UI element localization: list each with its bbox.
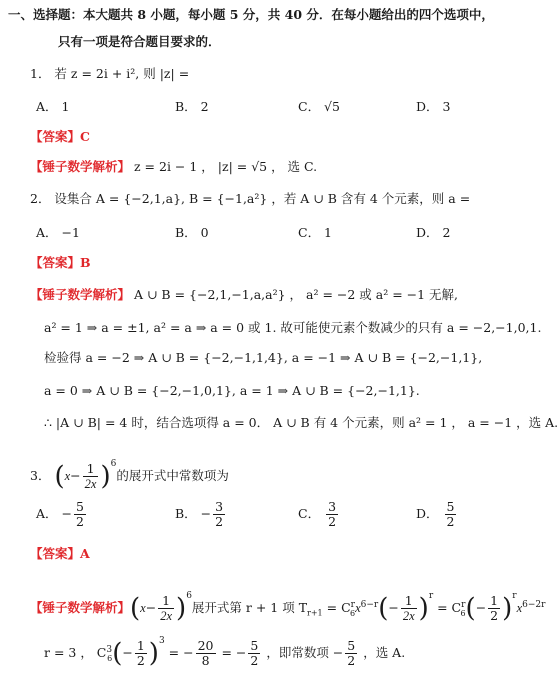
q2-option-c: C． 1	[298, 225, 332, 240]
q2-option-d: D． 2	[416, 225, 451, 240]
q1-analysis-label: 【锤子数学解析】	[30, 159, 131, 174]
section-heading-line2: 只有一项是符合题目要求的．	[58, 34, 221, 49]
q2-answer: 【答案】B	[30, 255, 91, 270]
q3-stem-tail: 的展开式中常数项为	[116, 468, 229, 483]
q2-analysis-line2: 检验得 a = −2 ⇒ A ∪ B = {−2,−1,1,4}, a = −1 ⇒ A ∪ B = {−2,−1,1},	[44, 350, 483, 365]
q2-analysis-line4: ∴ |A ∪ B| = 4 时，结合选项得 a = 0． A ∪ B 有 4 个元素，则 a² = 1 ， a = −1 ，选 A.	[44, 415, 558, 430]
q3-exponent: 6	[110, 459, 117, 469]
q3-stem	[30, 446, 229, 492]
q3-fraction: $\frac{1}{2x}$	[84, 461, 97, 491]
q1-option-d: D． 3	[416, 99, 451, 114]
q1-stem: 1． 若 z = 2i + i², 则 |z| =	[30, 66, 190, 81]
q2-option-b: B． 0	[175, 225, 209, 240]
q2-analysis-line1: a² = 1 ⇒ a = ±1, a² = a ⇒ a = 0 或 1. 故可能使元素个数减少的只有 a = −2,−1,0,1.	[44, 320, 542, 335]
q3-analysis-label: 【锤子数学解析】	[30, 600, 131, 615]
q3-analysis-mid: 展开式第 r + 1 项 T	[191, 600, 308, 615]
q2-analysis	[30, 286, 458, 304]
q1-option-b: B． 2	[175, 99, 209, 114]
q1-answer: 【答案】C	[30, 129, 90, 144]
q3-option-a: A． − $\frac{5}{2}$	[36, 499, 84, 529]
q3-answer: 【答案】A	[30, 546, 90, 561]
q1-option-a: A． 1	[36, 99, 70, 114]
q2-option-a: A． −1	[36, 225, 80, 240]
q1-analysis	[30, 158, 317, 176]
q1-analysis-text: z = 2i − 1 ， |z| = √5 ， 选 C.	[130, 159, 318, 174]
q2-analysis-label: 【锤子数学解析】	[30, 287, 131, 302]
q3-analysis: 【锤子数学解析】(x− $\frac{1}{2x}$ )$^6$展开式第 r + 1 项 $T_{r+1} = C^r_6x^{6-r}(-$ $\frac{1}{2x}$ )$^r = C^r_6(-$ $\frac{1}{2}$ )$^rx^{6-2r}$	[30, 591, 546, 624]
q3-paren-close: )	[100, 461, 111, 492]
q1-option-c: C． √5	[298, 99, 340, 114]
q2-analysis-text: A ∪ B = {−2,1,−1,a,a²} ， a² = −2 或 a² = −1 无解,	[130, 287, 459, 302]
q3-minus: −	[70, 468, 81, 483]
q3-option-b: B． − $\frac{3}{2}$	[175, 499, 224, 529]
q3-x: x	[64, 469, 71, 483]
q3-option-c: C． $\frac{3}{2}$	[298, 499, 337, 529]
q2-analysis-line3: a = 0 ⇒ A ∪ B = {−2,−1,0,1}, a = 1 ⇒ A ∪ B = {−2,−1,1}.	[44, 383, 420, 398]
q3-option-d: D． $\frac{5}{2}$	[416, 499, 455, 529]
q3-number: 3．	[30, 468, 51, 483]
section-heading-line1: 一、选择题：本大题共 8 小题，每小题 5 分，共 40 分．在每小题给出的四个选项中，	[8, 7, 494, 22]
q3-analysis-last: r = 3 ， $C^3_6(-$ $\frac{1}{2}$ )$^3$ = − $\frac{20}{8}$ = − $\frac{5}{2}$ ，即常数项 − $\frac{5}{2}$ ，选 A.	[44, 636, 406, 669]
q3-paren-open: (	[54, 461, 65, 492]
q2-stem: 2． 设集合 A = {−2,1,a}, B = {−1,a²} ，若 A ∪ B 含有 4 个元素，则 a =	[30, 191, 471, 206]
